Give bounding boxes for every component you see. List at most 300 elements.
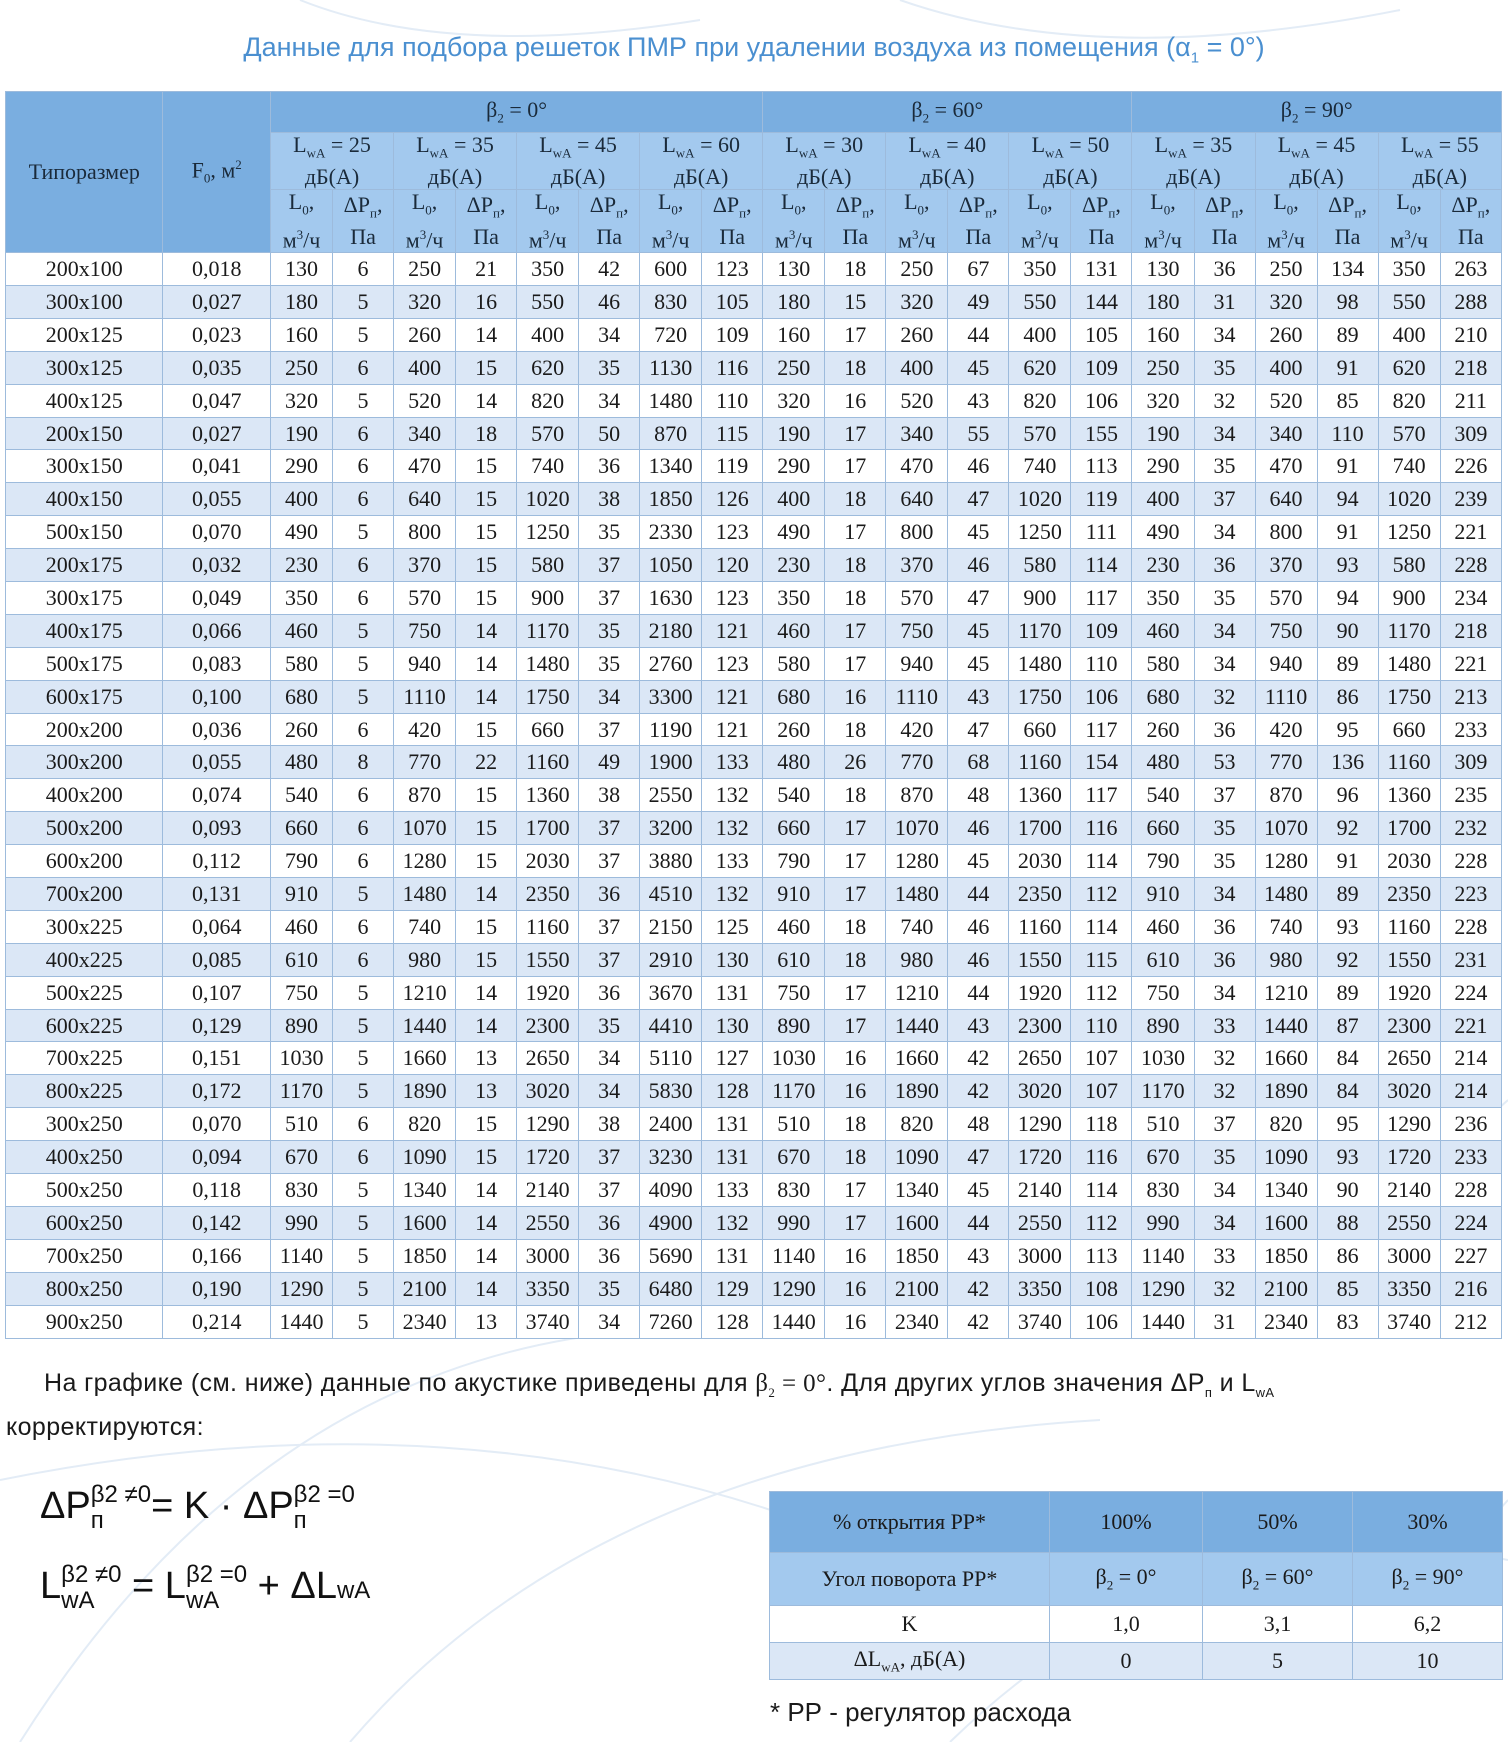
size-cell: 300x225 xyxy=(6,910,163,943)
value-cell: 160 xyxy=(1132,318,1194,351)
value-cell: 47 xyxy=(948,582,1009,615)
value-cell: 400 xyxy=(1132,483,1194,516)
value-cell: 370 xyxy=(1255,549,1317,582)
value-cell: 740 xyxy=(1009,450,1071,483)
table-row xyxy=(6,812,1502,845)
value-cell: 93 xyxy=(1317,910,1378,943)
value-cell: 15 xyxy=(456,910,517,943)
value-cell: 3020 xyxy=(1378,1075,1440,1108)
value-cell: 2030 xyxy=(1378,845,1440,878)
value-cell: 155 xyxy=(1071,417,1132,450)
size-cell: 600x175 xyxy=(6,680,163,713)
value-cell: 1600 xyxy=(1255,1206,1317,1239)
value-cell: 18 xyxy=(825,713,886,746)
value-cell: 660 xyxy=(270,812,332,845)
value-cell: 17 xyxy=(825,614,886,647)
noise-level-header: $L_{wA} = 55$ дБ(А) xyxy=(1378,133,1501,190)
value-cell: 129 xyxy=(702,1272,763,1305)
value-cell: 45 xyxy=(948,1174,1009,1207)
value-cell: 131 xyxy=(1071,253,1132,286)
value-cell: 580 xyxy=(517,549,579,582)
value-cell: 17 xyxy=(825,450,886,483)
value-cell: 420 xyxy=(1255,713,1317,746)
value-cell: 109 xyxy=(702,318,763,351)
value-cell: 750 xyxy=(270,976,332,1009)
value-cell: 870 xyxy=(394,779,456,812)
value-cell: 106 xyxy=(1071,680,1132,713)
value-cell: 1480 xyxy=(1378,647,1440,680)
value-cell: 1440 xyxy=(270,1305,332,1338)
value-cell: 1280 xyxy=(1255,845,1317,878)
value-cell: 1030 xyxy=(270,1042,332,1075)
value-cell: 1020 xyxy=(1378,483,1440,516)
value-cell: 132 xyxy=(702,812,763,845)
value-cell: 1340 xyxy=(886,1174,948,1207)
value-cell: 13 xyxy=(456,1075,517,1108)
value-cell: 600 xyxy=(640,253,702,286)
value-cell: 1700 xyxy=(517,812,579,845)
value-cell: 550 xyxy=(1009,286,1071,319)
value-cell: 1550 xyxy=(1009,943,1071,976)
table-row xyxy=(6,680,1502,713)
coef-row-dl xyxy=(770,1643,1503,1680)
value-cell: 2350 xyxy=(1009,878,1071,911)
table-row xyxy=(6,417,1502,450)
value-cell: 34 xyxy=(1194,417,1255,450)
value-cell: 45 xyxy=(948,647,1009,680)
value-cell: 234 xyxy=(1440,582,1501,615)
value-cell: 770 xyxy=(394,746,456,779)
value-cell: 123 xyxy=(702,516,763,549)
value-cell: 1140 xyxy=(270,1239,332,1272)
value-cell: 132 xyxy=(702,878,763,911)
value-cell: 1550 xyxy=(1378,943,1440,976)
value-cell: 420 xyxy=(886,713,948,746)
area-cell: 0,112 xyxy=(163,845,271,878)
value-cell: 1110 xyxy=(886,680,948,713)
value-cell: 112 xyxy=(1071,878,1132,911)
value-cell: 680 xyxy=(763,680,825,713)
area-cell: 0,055 xyxy=(163,746,271,779)
value-cell: 17 xyxy=(825,976,886,1009)
value-cell: 6 xyxy=(333,1141,394,1174)
pressure-unit-header: $\Delta P_п$, Па xyxy=(948,190,1009,253)
value-cell: 940 xyxy=(886,647,948,680)
value-cell: 92 xyxy=(1317,812,1378,845)
size-cell: 400x150 xyxy=(6,483,163,516)
footnote: * РР - регулятор расхода xyxy=(770,1697,1072,1727)
value-cell: 35 xyxy=(579,647,640,680)
value-cell: 34 xyxy=(1194,516,1255,549)
table-row xyxy=(6,647,1502,680)
value-cell: 320 xyxy=(763,384,825,417)
size-cell: 800x225 xyxy=(6,1075,163,1108)
flow-unit-header: $L_0$, $м^3/ч$ xyxy=(1255,190,1317,253)
value-cell: 420 xyxy=(394,713,456,746)
value-cell: 35 xyxy=(1194,812,1255,845)
value-cell: 44 xyxy=(948,1206,1009,1239)
value-cell: 570 xyxy=(1255,582,1317,615)
size-cell: 400x200 xyxy=(6,779,163,812)
value-cell: 14 xyxy=(456,976,517,1009)
value-cell: 45 xyxy=(948,516,1009,549)
size-cell: 500x175 xyxy=(6,647,163,680)
size-cell: 500x225 xyxy=(6,976,163,1009)
value-cell: 26 xyxy=(825,746,886,779)
value-cell: 460 xyxy=(763,910,825,943)
size-cell: 700x225 xyxy=(6,1042,163,1075)
value-cell: 17 xyxy=(825,417,886,450)
value-cell: 1290 xyxy=(1132,1272,1194,1305)
value-cell: 1360 xyxy=(1009,779,1071,812)
value-cell: 221 xyxy=(1440,516,1501,549)
value-cell: 2030 xyxy=(1009,845,1071,878)
area-cell: 0,094 xyxy=(163,1141,271,1174)
value-cell: 18 xyxy=(825,549,886,582)
value-cell: 1750 xyxy=(517,680,579,713)
value-cell: 6 xyxy=(333,910,394,943)
value-cell: 16 xyxy=(456,286,517,319)
value-cell: 18 xyxy=(825,779,886,812)
value-cell: 5 xyxy=(333,878,394,911)
value-cell: 213 xyxy=(1440,680,1501,713)
value-cell: 131 xyxy=(702,1239,763,1272)
value-cell: 2140 xyxy=(1009,1174,1071,1207)
value-cell: 228 xyxy=(1440,845,1501,878)
coef-cell: 5 xyxy=(1203,1643,1353,1680)
value-cell: 37 xyxy=(579,1174,640,1207)
value-cell: 290 xyxy=(270,450,332,483)
value-cell: 1360 xyxy=(517,779,579,812)
value-cell: 5 xyxy=(333,1174,394,1207)
value-cell: 34 xyxy=(1194,647,1255,680)
value-cell: 228 xyxy=(1440,910,1501,943)
value-cell: 5 xyxy=(333,1042,394,1075)
value-cell: 3350 xyxy=(517,1272,579,1305)
value-cell: 6 xyxy=(333,450,394,483)
value-cell: 1700 xyxy=(1378,812,1440,845)
area-cell: 0,085 xyxy=(163,943,271,976)
value-cell: 89 xyxy=(1317,318,1378,351)
value-cell: 144 xyxy=(1071,286,1132,319)
value-cell: 233 xyxy=(1440,713,1501,746)
value-cell: 470 xyxy=(1255,450,1317,483)
value-cell: 2340 xyxy=(1255,1305,1317,1338)
value-cell: 107 xyxy=(1071,1075,1132,1108)
table-row xyxy=(6,779,1502,812)
value-cell: 1660 xyxy=(394,1042,456,1075)
area-cell: 0,100 xyxy=(163,680,271,713)
value-cell: 6 xyxy=(333,351,394,384)
value-cell: 1030 xyxy=(763,1042,825,1075)
value-cell: 180 xyxy=(270,286,332,319)
value-cell: 250 xyxy=(886,253,948,286)
value-cell: 4090 xyxy=(640,1174,702,1207)
value-cell: 660 xyxy=(763,812,825,845)
value-cell: 114 xyxy=(1071,845,1132,878)
value-cell: 35 xyxy=(1194,845,1255,878)
value-cell: 490 xyxy=(270,516,332,549)
angle-group-header: $\beta_2 = 90^\circ$ xyxy=(1132,92,1502,133)
value-cell: 14 xyxy=(456,878,517,911)
value-cell: 250 xyxy=(394,253,456,286)
value-cell: 14 xyxy=(456,614,517,647)
value-cell: 6 xyxy=(333,582,394,615)
value-cell: 32 xyxy=(1194,1272,1255,1305)
value-cell: 990 xyxy=(270,1206,332,1239)
value-cell: 309 xyxy=(1440,746,1501,779)
size-cell: 300x250 xyxy=(6,1108,163,1141)
area-cell: 0,166 xyxy=(163,1239,271,1272)
value-cell: 2910 xyxy=(640,943,702,976)
value-cell: 112 xyxy=(1071,976,1132,1009)
value-cell: 3000 xyxy=(1009,1239,1071,1272)
value-cell: 5 xyxy=(333,1272,394,1305)
value-cell: 37 xyxy=(1194,1108,1255,1141)
value-cell: 34 xyxy=(579,1305,640,1338)
value-cell: 5 xyxy=(333,384,394,417)
area-cell: 0,035 xyxy=(163,351,271,384)
value-cell: 1140 xyxy=(763,1239,825,1272)
value-cell: 14 xyxy=(456,318,517,351)
value-cell: 111 xyxy=(1071,516,1132,549)
value-cell: 260 xyxy=(394,318,456,351)
value-cell: 400 xyxy=(517,318,579,351)
value-cell: 17 xyxy=(825,647,886,680)
value-cell: 34 xyxy=(1194,976,1255,1009)
area-cell: 0,055 xyxy=(163,483,271,516)
value-cell: 350 xyxy=(1378,253,1440,286)
value-cell: 13 xyxy=(456,1042,517,1075)
value-cell: 250 xyxy=(1132,351,1194,384)
value-cell: 218 xyxy=(1440,614,1501,647)
value-cell: 106 xyxy=(1071,384,1132,417)
value-cell: 400 xyxy=(1378,318,1440,351)
value-cell: 900 xyxy=(1378,582,1440,615)
value-cell: 1110 xyxy=(394,680,456,713)
value-cell: 460 xyxy=(270,910,332,943)
coef-label: % открытия РР* xyxy=(770,1492,1050,1553)
value-cell: 15 xyxy=(456,1141,517,1174)
value-cell: 5 xyxy=(333,976,394,1009)
value-cell: 350 xyxy=(517,253,579,286)
value-cell: 117 xyxy=(1071,713,1132,746)
size-cell: 400x125 xyxy=(6,384,163,417)
value-cell: 260 xyxy=(270,713,332,746)
value-cell: 8 xyxy=(333,746,394,779)
value-cell: 6 xyxy=(333,1108,394,1141)
value-cell: 2550 xyxy=(517,1206,579,1239)
value-cell: 34 xyxy=(579,1042,640,1075)
value-cell: 5 xyxy=(333,516,394,549)
value-cell: 640 xyxy=(394,483,456,516)
value-cell: 1340 xyxy=(394,1174,456,1207)
value-cell: 3350 xyxy=(1009,1272,1071,1305)
coef-cell: 0 xyxy=(1050,1643,1203,1680)
value-cell: 86 xyxy=(1317,680,1378,713)
noise-level-header: $L_{wA} = 40$ дБ(А) xyxy=(886,133,1009,190)
value-cell: 1890 xyxy=(394,1075,456,1108)
value-cell: 1210 xyxy=(1255,976,1317,1009)
value-cell: 940 xyxy=(394,647,456,680)
value-cell: 620 xyxy=(1009,351,1071,384)
pressure-unit-header: $\Delta P_п$, Па xyxy=(702,190,763,253)
correction-note: На графике (см. ниже) данные по акустике приведены для $\beta_2 = 0^\circ$. Для других углов значения $\Delta P_п$ и $L_{wA}$ корректируются: xyxy=(6,1369,1275,1441)
value-cell: 113 xyxy=(1071,450,1132,483)
value-cell: 890 xyxy=(763,1009,825,1042)
value-cell: 37 xyxy=(579,943,640,976)
value-cell: 940 xyxy=(1255,647,1317,680)
value-cell: 6 xyxy=(333,943,394,976)
area-cell: 0,047 xyxy=(163,384,271,417)
value-cell: 17 xyxy=(825,878,886,911)
value-cell: 55 xyxy=(948,417,1009,450)
value-cell: 1090 xyxy=(886,1141,948,1174)
value-cell: 260 xyxy=(1255,318,1317,351)
value-cell: 2550 xyxy=(1378,1206,1440,1239)
value-cell: 570 xyxy=(394,582,456,615)
area-cell: 0,027 xyxy=(163,417,271,450)
value-cell: 3230 xyxy=(640,1141,702,1174)
value-cell: 680 xyxy=(1132,680,1194,713)
value-cell: 110 xyxy=(702,384,763,417)
size-cell: 200x175 xyxy=(6,549,163,582)
value-cell: 16 xyxy=(825,1239,886,1272)
value-cell: 830 xyxy=(640,286,702,319)
value-cell: 230 xyxy=(763,549,825,582)
noise-level-header: $L_{wA} = 35$ дБ(А) xyxy=(1132,133,1255,190)
value-cell: 820 xyxy=(886,1108,948,1141)
value-cell: 1090 xyxy=(394,1141,456,1174)
value-cell: 1890 xyxy=(1255,1075,1317,1108)
value-cell: 1600 xyxy=(886,1206,948,1239)
value-cell: 3880 xyxy=(640,845,702,878)
table-row xyxy=(6,1206,1502,1239)
value-cell: 1920 xyxy=(1009,976,1071,1009)
value-cell: 1660 xyxy=(886,1042,948,1075)
value-cell: 1170 xyxy=(763,1075,825,1108)
area-cell: 0,190 xyxy=(163,1272,271,1305)
value-cell: 540 xyxy=(270,779,332,812)
value-cell: 37 xyxy=(579,910,640,943)
value-cell: 1440 xyxy=(1132,1305,1194,1338)
value-cell: 34 xyxy=(1194,878,1255,911)
pressure-unit-header: $\Delta P_п$, Па xyxy=(579,190,640,253)
value-cell: 790 xyxy=(763,845,825,878)
value-cell: 37 xyxy=(579,582,640,615)
value-cell: 2100 xyxy=(394,1272,456,1305)
value-cell: 980 xyxy=(1255,943,1317,976)
value-cell: 570 xyxy=(1378,417,1440,450)
flow-unit-header: $L_0$, $м^3/ч$ xyxy=(763,190,825,253)
value-cell: 36 xyxy=(579,976,640,1009)
value-cell: 7260 xyxy=(640,1305,702,1338)
value-cell: 1030 xyxy=(1132,1042,1194,1075)
value-cell: 910 xyxy=(270,878,332,911)
value-cell: 37 xyxy=(579,549,640,582)
size-cell: 700x200 xyxy=(6,878,163,911)
value-cell: 2180 xyxy=(640,614,702,647)
value-cell: 91 xyxy=(1317,351,1378,384)
value-cell: 5 xyxy=(333,680,394,713)
value-cell: 37 xyxy=(579,1141,640,1174)
table-row xyxy=(6,516,1502,549)
coef-cell: 1,0 xyxy=(1050,1606,1203,1643)
value-cell: 740 xyxy=(394,910,456,943)
value-cell: 130 xyxy=(1132,253,1194,286)
value-cell: 1340 xyxy=(1255,1174,1317,1207)
value-cell: 89 xyxy=(1317,976,1378,1009)
value-cell: 800 xyxy=(394,516,456,549)
value-cell: 1550 xyxy=(517,943,579,976)
value-cell: 3000 xyxy=(1378,1239,1440,1272)
value-cell: 580 xyxy=(763,647,825,680)
value-cell: 15 xyxy=(456,779,517,812)
value-cell: 5 xyxy=(333,1075,394,1108)
value-cell: 233 xyxy=(1440,1141,1501,1174)
value-cell: 1070 xyxy=(1255,812,1317,845)
value-cell: 18 xyxy=(825,351,886,384)
value-cell: 43 xyxy=(948,680,1009,713)
value-cell: 510 xyxy=(270,1108,332,1141)
table-row xyxy=(6,1272,1502,1305)
value-cell: 1170 xyxy=(270,1075,332,1108)
value-cell: 133 xyxy=(702,746,763,779)
value-cell: 660 xyxy=(1132,812,1194,845)
value-cell: 1190 xyxy=(640,713,702,746)
value-cell: 32 xyxy=(1194,384,1255,417)
value-cell: 91 xyxy=(1317,516,1378,549)
value-cell: 14 xyxy=(456,1272,517,1305)
table-row xyxy=(6,450,1502,483)
size-cell: 300x125 xyxy=(6,351,163,384)
value-cell: 4510 xyxy=(640,878,702,911)
value-cell: 2100 xyxy=(886,1272,948,1305)
value-cell: 750 xyxy=(1255,614,1317,647)
value-cell: 32 xyxy=(1194,1075,1255,1108)
value-cell: 16 xyxy=(825,384,886,417)
value-cell: 21 xyxy=(456,253,517,286)
value-cell: 35 xyxy=(1194,1141,1255,1174)
size-cell: 200x200 xyxy=(6,713,163,746)
noise-level-header: $L_{wA} = 60$ дБ(А) xyxy=(640,133,763,190)
flow-unit-header: $L_0$, $м^3/ч$ xyxy=(886,190,948,253)
value-cell: 3020 xyxy=(517,1075,579,1108)
value-cell: 127 xyxy=(702,1042,763,1075)
size-cell: 700x250 xyxy=(6,1239,163,1272)
value-cell: 49 xyxy=(948,286,1009,319)
value-cell: 154 xyxy=(1071,746,1132,779)
value-cell: 49 xyxy=(579,746,640,779)
value-cell: 2330 xyxy=(640,516,702,549)
value-cell: 830 xyxy=(270,1174,332,1207)
value-cell: 15 xyxy=(456,943,517,976)
value-cell: 1720 xyxy=(1009,1141,1071,1174)
flow-unit-header: $L_0$, $м^3/ч$ xyxy=(1009,190,1071,253)
value-cell: 18 xyxy=(825,1108,886,1141)
noise-level-header: $L_{wA} = 25$ дБ(А) xyxy=(270,133,393,190)
size-cell: 400x225 xyxy=(6,943,163,976)
value-cell: 1850 xyxy=(394,1239,456,1272)
value-cell: 460 xyxy=(763,614,825,647)
value-cell: 230 xyxy=(1132,549,1194,582)
value-cell: 263 xyxy=(1440,253,1501,286)
table-row xyxy=(6,351,1502,384)
value-cell: 1250 xyxy=(1378,516,1440,549)
value-cell: 120 xyxy=(702,549,763,582)
value-cell: 119 xyxy=(1071,483,1132,516)
value-cell: 2400 xyxy=(640,1108,702,1141)
